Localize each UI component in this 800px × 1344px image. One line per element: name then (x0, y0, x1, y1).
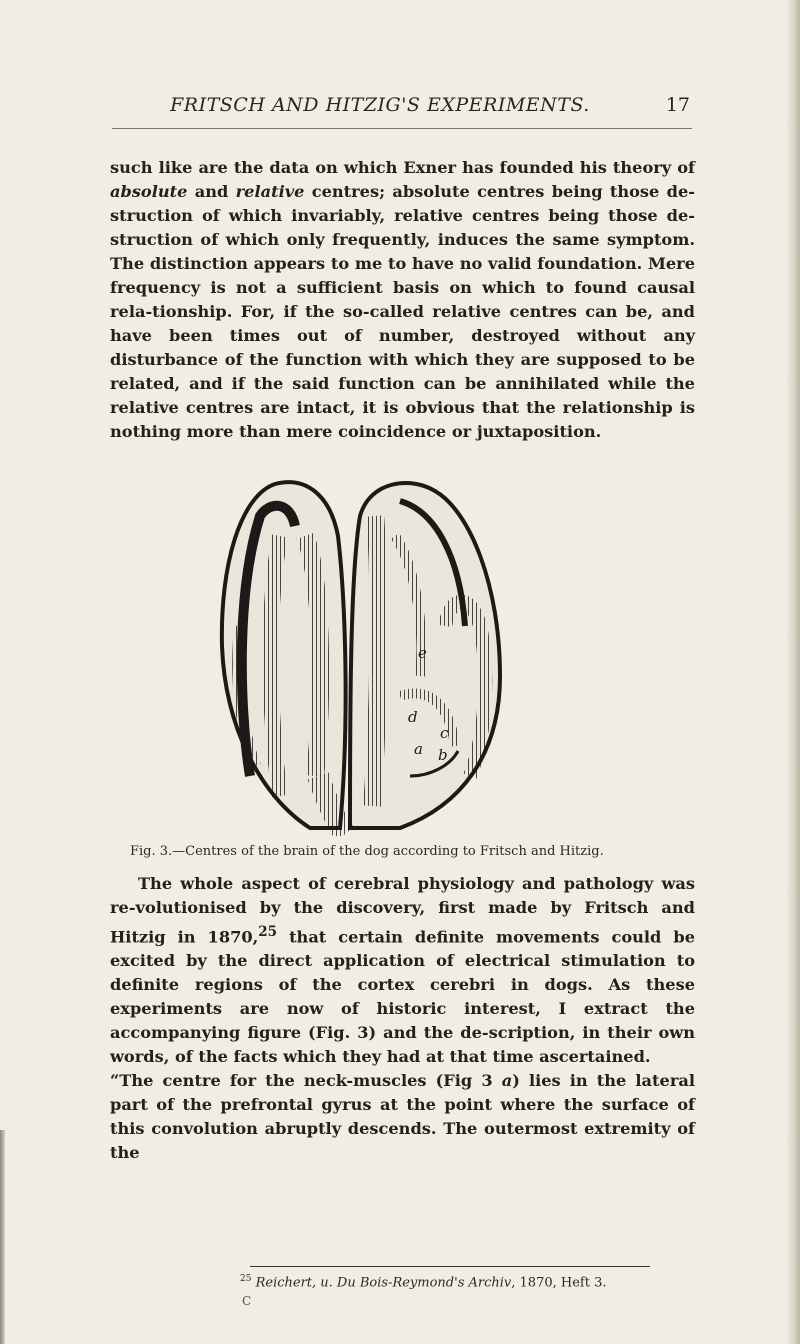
paragraph-3-part1: “The centre for the neck-muscles (Fig 3 (110, 1071, 502, 1091)
term-relative: relative (235, 182, 305, 201)
fig-ref-a: a (501, 1071, 513, 1091)
page-header (100, 94, 700, 130)
label-e: e (418, 644, 427, 662)
figure-caption: Fig. 3.—Centres of the brain of the dog according to Fritsch and Hitzig. (130, 844, 604, 859)
paragraph-1 (110, 156, 695, 444)
paragraph-2 (110, 872, 695, 1165)
footnote-rule (250, 1266, 650, 1267)
label-c: c (440, 724, 449, 742)
paragraph-1-lead: such like are the data on which Exner has founded his theory of (110, 158, 695, 177)
footnote (240, 1274, 720, 1290)
brain-figure (200, 476, 540, 836)
footnote-citation: Reichert, u. Du Bois-Reymond's Archiv (255, 1275, 512, 1291)
term-absolute: absolute (110, 182, 188, 201)
footnote-number: 25 (240, 1274, 252, 1284)
page-edge (786, 0, 800, 1344)
header-rule (112, 128, 692, 129)
label-a: a (414, 740, 423, 758)
label-d: d (408, 708, 418, 726)
paragraph-3-part2: ) lies in the lateral part of the prefrontal gyrus at the point where the surface of this convolution abruptly descends. The outermost extremity of the (110, 1071, 695, 1163)
paragraph-2-part2: that certain definite movements could be excited by the direct application of electrical stimulation to definite regions of the cortex cerebri in dogs. As these experiments are now of historic interest, I extract the accompanying figure (Fig. 3) and the de-scription, in their own words, of the facts which they had at that time ascertained. (110, 927, 695, 1067)
footnote-details: , 1870, Heft 3. (511, 1275, 607, 1291)
signature-mark: C (242, 1294, 252, 1308)
label-b: b (438, 746, 448, 764)
paragraph-1-rest: centres; absolute centres being those de-struction of which invariably, relative centres being those de-struction of which only frequently, induces the same symptom. The distinction appears to me to have no valid foundation. Mere frequency is not a sufficient basis on which to found causal rela-tionship. For, if the so-called relative centres can be, and have been times out of number, destroyed without any disturbance of the function with which they are supposed to be related, and if the said function can be annihilated while the relative centres are intact, it is obvious that the relationship is nothing more than mere coincidence or juxtaposition. (110, 182, 695, 441)
page-number: 17 (665, 94, 690, 116)
dog-brain-illustration (200, 476, 540, 836)
footnote-ref: 25 (258, 924, 278, 940)
running-head: FRITSCH AND HITZIG'S EXPERIMENTS. (170, 94, 590, 116)
binding-shadow (0, 1130, 5, 1344)
paragraph-1-mid: and (187, 182, 236, 201)
paragraph-2-part1: The whole aspect of cerebral physiology and pathology was re-volutionised by the discovery, first made by Fritsch and Hitzig in 1870, (110, 874, 695, 947)
